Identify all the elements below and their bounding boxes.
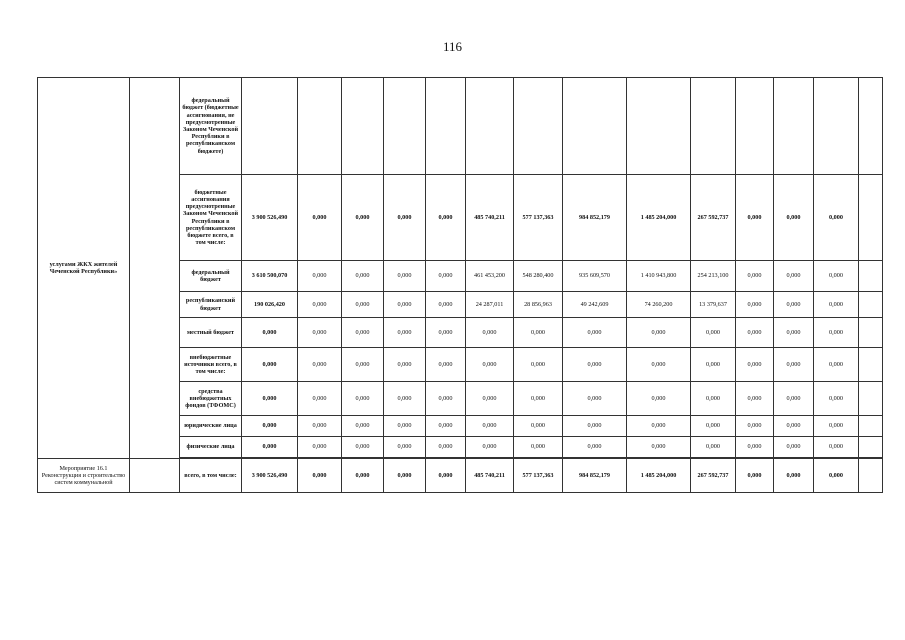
value-cell (242, 78, 298, 175)
value-cell (859, 175, 883, 261)
value-cell: 0,000 (384, 382, 426, 416)
funding-source-cell: федеральный бюджет (бюджетные ассигнования, не предусмотренные Законом Чеченской Республики в республиканском бюджете) (180, 78, 242, 175)
value-cell: 0,000 (563, 416, 627, 437)
value-cell: 0,000 (691, 416, 736, 437)
value-cell: 0,000 (342, 175, 384, 261)
value-cell: 0,000 (384, 348, 426, 382)
executor-cell (130, 459, 180, 493)
value-cell: 0,000 (342, 437, 384, 458)
value-cell: 0,000 (691, 382, 736, 416)
value-cell: 0,000 (466, 318, 514, 348)
value-cell (298, 78, 342, 175)
value-cell: 0,000 (563, 382, 627, 416)
value-cell: 0,000 (384, 318, 426, 348)
value-cell: 0,000 (298, 348, 342, 382)
value-cell: 0,000 (298, 175, 342, 261)
value-cell: 485 740,211 (466, 459, 514, 493)
value-cell (859, 318, 883, 348)
table-row (38, 459, 883, 493)
value-cell: 0,000 (774, 348, 814, 382)
value-cell: 0,000 (736, 437, 774, 458)
value-cell: 0,000 (298, 382, 342, 416)
value-cell: 0,000 (514, 318, 563, 348)
value-cell: 74 260,200 (627, 292, 691, 318)
value-cell: 0,000 (627, 382, 691, 416)
value-cell: 0,000 (736, 459, 774, 493)
value-cell: 0,000 (426, 416, 466, 437)
value-cell: 0,000 (774, 292, 814, 318)
table-row (38, 78, 883, 175)
value-cell: 0,000 (242, 348, 298, 382)
value-cell (466, 78, 514, 175)
funding-source-cell: федеральный бюджет (180, 261, 242, 292)
value-cell: 0,000 (466, 382, 514, 416)
value-cell: 0,000 (298, 437, 342, 458)
value-cell (859, 437, 883, 458)
value-cell: 28 856,963 (514, 292, 563, 318)
value-cell: 0,000 (774, 416, 814, 437)
value-cell: 0,000 (384, 292, 426, 318)
value-cell: 0,000 (514, 348, 563, 382)
value-cell: 24 287,011 (466, 292, 514, 318)
executor-cell (130, 78, 180, 459)
value-cell: 0,000 (691, 437, 736, 458)
funding-source-cell: физические лица (180, 437, 242, 458)
value-cell: 0,000 (736, 261, 774, 292)
value-cell: 0,000 (426, 175, 466, 261)
value-cell: 935 609,570 (563, 261, 627, 292)
page-number: 116 (442, 39, 463, 54)
value-cell: 0,000 (426, 261, 466, 292)
value-cell: 0,000 (563, 348, 627, 382)
value-cell: 0,000 (342, 261, 384, 292)
value-cell: 13 379,637 (691, 292, 736, 318)
value-cell: 0,000 (814, 348, 859, 382)
value-cell: 0,000 (691, 348, 736, 382)
value-cell: 0,000 (298, 292, 342, 318)
value-cell: 3 900 526,490 (242, 175, 298, 261)
value-cell: 267 592,737 (691, 459, 736, 493)
value-cell: 0,000 (384, 175, 426, 261)
value-cell: 0,000 (298, 261, 342, 292)
value-cell: 0,000 (736, 318, 774, 348)
value-cell: 0,000 (627, 348, 691, 382)
value-cell (859, 78, 883, 175)
value-cell: 0,000 (426, 382, 466, 416)
value-cell: 254 213,100 (691, 261, 736, 292)
value-cell: 0,000 (342, 318, 384, 348)
value-cell: 0,000 (384, 459, 426, 493)
value-cell: 577 137,363 (514, 175, 563, 261)
value-cell: 0,000 (426, 292, 466, 318)
value-cell: 0,000 (691, 318, 736, 348)
budget-table (37, 77, 883, 493)
value-cell: 0,000 (466, 348, 514, 382)
value-cell (859, 416, 883, 437)
value-cell (384, 78, 426, 175)
funding-source-cell: бюджетные ассигнования предусмотренные Законом Чеченской Республики в республиканском бюджете всего, в том числе: (180, 175, 242, 261)
value-cell: 0,000 (814, 292, 859, 318)
value-cell: 0,000 (774, 318, 814, 348)
value-cell (514, 78, 563, 175)
value-cell: 0,000 (342, 292, 384, 318)
value-cell (426, 78, 466, 175)
funding-source-cell: внебюджетные источники всего, в том числе: (180, 348, 242, 382)
value-cell: 0,000 (514, 416, 563, 437)
value-cell: 0,000 (627, 437, 691, 458)
value-cell: 0,000 (242, 382, 298, 416)
value-cell: 0,000 (426, 318, 466, 348)
value-cell: 0,000 (736, 175, 774, 261)
value-cell: 0,000 (774, 175, 814, 261)
funding-source-cell: юридические лица (180, 416, 242, 437)
value-cell (859, 292, 883, 318)
value-cell: 0,000 (814, 416, 859, 437)
value-cell: 485 740,211 (466, 175, 514, 261)
value-cell: 267 592,737 (691, 175, 736, 261)
value-cell (627, 78, 691, 175)
value-cell: 1 485 204,000 (627, 175, 691, 261)
value-cell: 0,000 (342, 382, 384, 416)
value-cell: 0,000 (342, 348, 384, 382)
value-cell (691, 78, 736, 175)
value-cell (859, 459, 883, 493)
value-cell: 0,000 (342, 459, 384, 493)
value-cell: 0,000 (426, 348, 466, 382)
value-cell: 0,000 (736, 348, 774, 382)
value-cell: 0,000 (774, 382, 814, 416)
value-cell (859, 261, 883, 292)
value-cell: 0,000 (736, 416, 774, 437)
funding-source-cell: местный бюджет (180, 318, 242, 348)
value-cell: 0,000 (774, 261, 814, 292)
value-cell: 577 137,363 (514, 459, 563, 493)
value-cell: 0,000 (774, 459, 814, 493)
value-cell (563, 78, 627, 175)
value-cell (814, 78, 859, 175)
value-cell: 0,000 (814, 261, 859, 292)
value-cell: 0,000 (466, 437, 514, 458)
funding-source-cell: всего, в том числе: (180, 459, 242, 493)
value-cell (774, 78, 814, 175)
measure-name-cell: услугами ЖКХ жителей Чеченской Республики» (38, 78, 130, 459)
value-cell (859, 348, 883, 382)
value-cell: 0,000 (814, 382, 859, 416)
value-cell: 0,000 (426, 437, 466, 458)
value-cell: 0,000 (298, 459, 342, 493)
value-cell: 1 410 943,800 (627, 261, 691, 292)
value-cell: 0,000 (298, 416, 342, 437)
value-cell: 0,000 (298, 318, 342, 348)
value-cell: 0,000 (242, 437, 298, 458)
value-cell: 0,000 (627, 318, 691, 348)
value-cell: 0,000 (242, 416, 298, 437)
value-cell (859, 382, 883, 416)
value-cell: 0,000 (774, 437, 814, 458)
value-cell: 0,000 (563, 318, 627, 348)
value-cell: 0,000 (426, 459, 466, 493)
value-cell: 3 610 500,070 (242, 261, 298, 292)
value-cell: 0,000 (736, 292, 774, 318)
value-cell: 190 026,420 (242, 292, 298, 318)
value-cell: 3 900 526,490 (242, 459, 298, 493)
value-cell: 0,000 (342, 416, 384, 437)
funding-source-cell: средства внебюджетных фондов (ТФОМС) (180, 382, 242, 416)
value-cell: 0,000 (514, 382, 563, 416)
value-cell: 0,000 (242, 318, 298, 348)
value-cell: 984 852,179 (563, 175, 627, 261)
value-cell: 0,000 (736, 382, 774, 416)
value-cell: 49 242,609 (563, 292, 627, 318)
value-cell: 461 453,200 (466, 261, 514, 292)
value-cell (736, 78, 774, 175)
value-cell: 0,000 (384, 437, 426, 458)
measure-name-cell: Мероприятие 16.1 Реконструкция и строительство систем коммунальной (38, 459, 130, 493)
value-cell: 0,000 (563, 437, 627, 458)
value-cell: 0,000 (384, 261, 426, 292)
value-cell: 548 280,400 (514, 261, 563, 292)
value-cell: 0,000 (814, 437, 859, 458)
funding-source-cell: республиканский бюджет (180, 292, 242, 318)
value-cell: 0,000 (514, 437, 563, 458)
value-cell (342, 78, 384, 175)
value-cell: 1 485 204,000 (627, 459, 691, 493)
value-cell: 0,000 (814, 175, 859, 261)
value-cell: 0,000 (814, 459, 859, 493)
value-cell: 0,000 (466, 416, 514, 437)
value-cell: 0,000 (814, 318, 859, 348)
value-cell: 0,000 (384, 416, 426, 437)
value-cell: 984 852,179 (563, 459, 627, 493)
value-cell: 0,000 (627, 416, 691, 437)
